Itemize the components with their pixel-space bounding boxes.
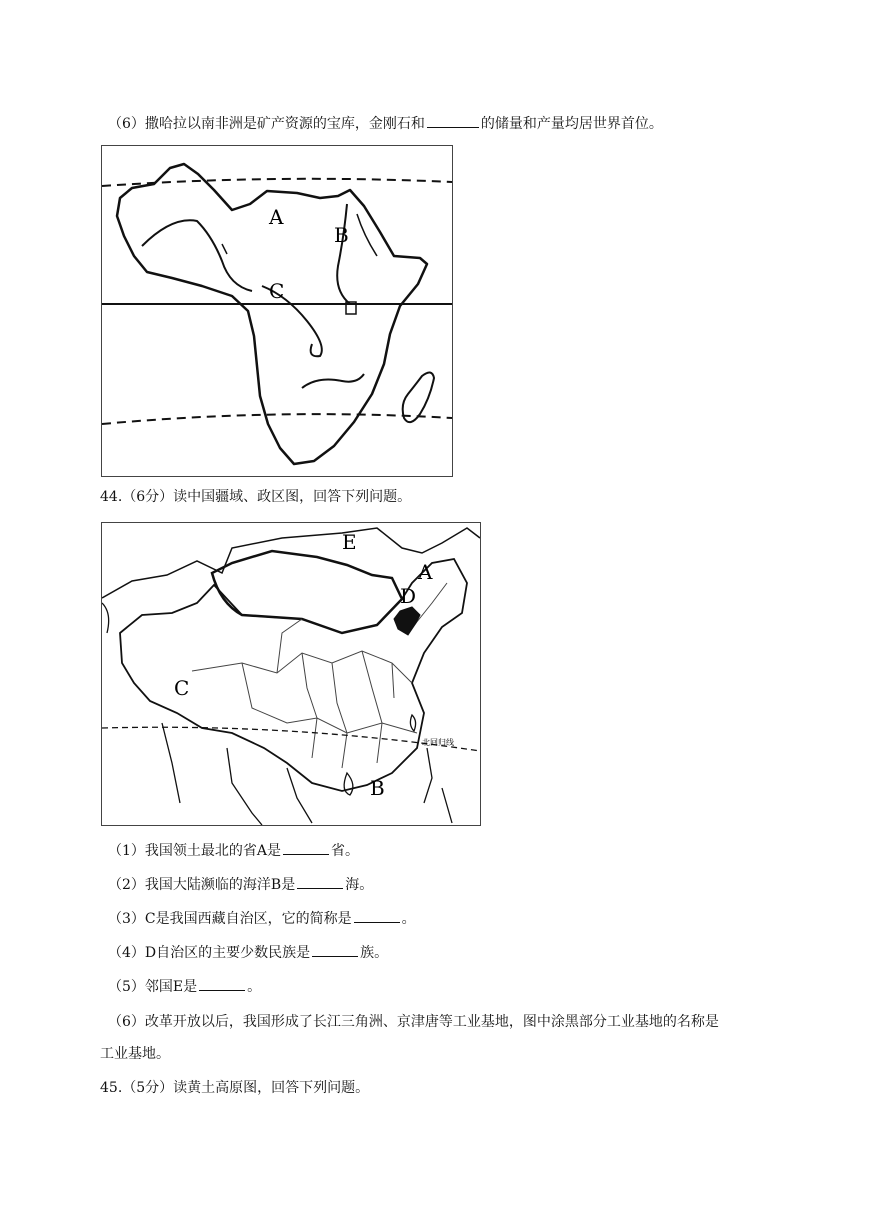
q44-3-pre: （3）C是我国西藏自治区，它的简称是 (108, 911, 352, 927)
africa-map (101, 145, 453, 477)
question-44-item-6: （6）改革开放以后，我国形成了长江三角洲、京津唐等工业基地，图中涂黑部分工业基地的名称是 (108, 1014, 719, 1030)
q44-5-pre: （5）邻国E是 (108, 979, 198, 995)
q44-2-post: 海。 (345, 877, 374, 893)
answer-blank[interactable] (354, 908, 400, 923)
question-44-item-6-cont: 工业基地。 (100, 1046, 170, 1062)
q43-6-text-pre: （6）撒哈拉以南非洲是矿产资源的宝库，金刚石和 (108, 116, 425, 132)
q44-4-pre: （4）D自治区的主要少数民族是 (108, 945, 311, 961)
question-44-item-5 (108, 976, 261, 997)
q44-1-post: 省。 (331, 843, 360, 859)
answer-blank[interactable] (427, 113, 479, 128)
china-map-drawing (102, 523, 480, 825)
china-map (101, 522, 481, 826)
q44-5-post: 。 (247, 979, 262, 995)
china-label-b: B (370, 776, 385, 800)
question-45-stem: 45.（5分）读黄土高原图，回答下列问题。 (100, 1080, 370, 1096)
answer-blank[interactable] (312, 942, 358, 957)
q44-1-pre: （1）我国领土最北的省A是 (108, 843, 282, 859)
africa-label-b: B (334, 223, 349, 247)
china-label-e: E (342, 530, 357, 554)
question-44-item-3 (108, 908, 416, 929)
africa-map-drawing (102, 146, 452, 476)
question-43-6 (108, 113, 663, 134)
china-label-a: A (418, 560, 433, 584)
answer-blank[interactable] (297, 874, 343, 889)
answer-blank[interactable] (283, 840, 329, 855)
question-44-item-1 (108, 840, 359, 861)
q44-2-pre: （2）我国大陆濒临的海洋B是 (108, 877, 296, 893)
china-label-d: D (400, 584, 417, 608)
china-label-c: C (174, 676, 190, 700)
africa-label-c: C (269, 279, 285, 303)
answer-blank[interactable] (199, 976, 245, 991)
question-44-item-4 (108, 942, 388, 963)
q43-6-text-post: 的储量和产量均居世界首位。 (480, 116, 663, 132)
q44-3-post: 。 (401, 911, 416, 927)
africa-label-a: A (269, 205, 284, 229)
question-44-stem: 44.（6分）读中国疆域、政区图，回答下列问题。 (100, 489, 412, 505)
q44-4-post: 族。 (360, 945, 389, 961)
tropic-label: 北回归线 (422, 738, 454, 747)
question-44-item-2 (108, 874, 373, 895)
